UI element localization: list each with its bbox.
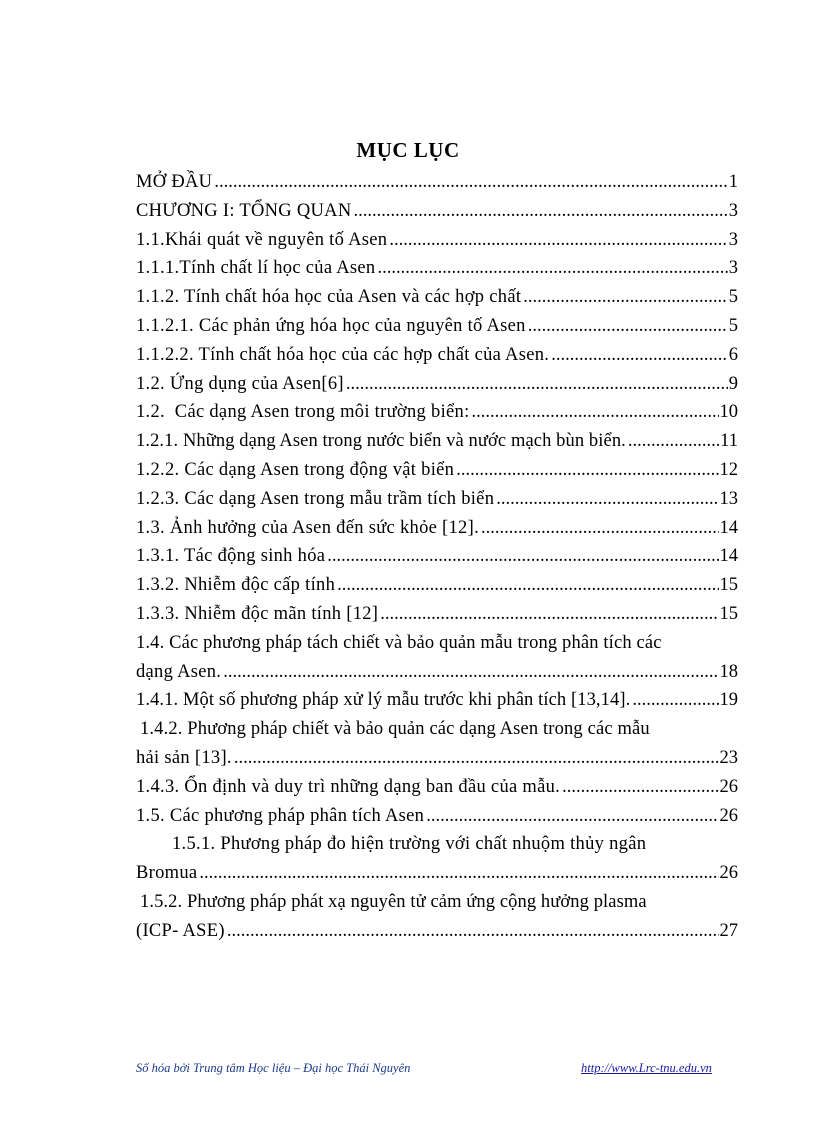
- page-number: 14: [719, 546, 738, 567]
- toc-entry[interactable]: 1.3.2. Nhiễm độc cấp tính ..... 15: [136, 571, 738, 600]
- toc-entry[interactable]: 1.2.2. Các dạng Asen trong động vật biển ..... 12: [136, 456, 738, 485]
- toc-entry-heading[interactable]: 1.5.2. Phương pháp phát xạ nguyên tử cảm ứng cộng hưởng plasma: [140, 891, 647, 912]
- toc-entry[interactable]: 1.2.1. Những dạng Asen trong nước biển và nước mạch bùn biển. ..... 11: [136, 427, 738, 456]
- toc-entry[interactable]: 1.1.1.Tính chất lí học của Asen ..... 3: [136, 254, 738, 283]
- page-number: 26: [719, 805, 738, 826]
- page-number: 13: [719, 488, 738, 509]
- toc-entry[interactable]: 1.2. Các dạng Asen trong môi trường biển: ..... 10: [136, 398, 738, 427]
- toc-entry[interactable]: 1.2. Ứng dụng của Asen[6] ..... 9: [136, 370, 738, 399]
- toc-entry[interactable]: hải sản [13]. ..... 23: [136, 744, 738, 773]
- toc-entry[interactable]: 1.3.1. Tác động sinh hóa ..... 14: [136, 542, 738, 571]
- toc-entry[interactable]: 1.2.3. Các dạng Asen trong mẫu trầm tích biển ..... 13: [136, 485, 738, 514]
- page-number: 23: [719, 747, 738, 768]
- toc-entry[interactable]: 1.4.3. Ổn định và duy trì những dạng ban đầu của mẫu. ..... 26: [136, 773, 738, 802]
- toc-entry[interactable]: 1.5. Các phương pháp phân tích Asen ..... 26: [136, 802, 738, 831]
- page-number: 3: [728, 258, 738, 279]
- page-number: 18: [719, 661, 738, 682]
- page-number: 14: [719, 517, 738, 538]
- toc-entry-heading[interactable]: 1.4. Các phương pháp tách chiết và bảo quản mẫu trong phân tích các: [136, 632, 662, 653]
- toc-entry[interactable]: Bromua ..... 26: [136, 859, 738, 888]
- page-number: 6: [728, 344, 738, 365]
- toc-entry[interactable]: dạng Asen. ..... 18: [136, 658, 738, 687]
- page-number: 3: [728, 229, 738, 250]
- page-number: 27: [719, 920, 738, 941]
- page-number: 9: [728, 373, 738, 394]
- toc-entry[interactable]: 1.1.2.2. Tính chất hóa học của các hợp chất của Asen. ..... 6: [136, 341, 738, 370]
- footer-credit: Số hóa bởi Trung tâm Học liệu – Đại học Thái Nguyên: [136, 1061, 411, 1075]
- toc-entry-heading[interactable]: 1.5.1. Phương pháp đo hiện trường với chất nhuộm thủy ngân: [172, 834, 647, 855]
- page-number: 26: [719, 863, 738, 884]
- table-of-contents: [136, 168, 738, 946]
- footer-link[interactable]: http://www.Lrc-tnu.edu.vn: [581, 1061, 712, 1075]
- page-number: 10: [719, 402, 738, 423]
- toc-entry[interactable]: 1.4.1. Một số phương pháp xử lý mẫu trước khi phân tích [13,14]. ..... 19: [136, 686, 738, 715]
- page-number: 12: [719, 459, 738, 480]
- page-number: 11: [720, 431, 738, 452]
- page-number: 3: [728, 200, 738, 221]
- page-number: 5: [728, 315, 738, 336]
- toc-entry[interactable]: (ICP- ASE) ..... 27: [136, 917, 738, 946]
- page-number: 15: [719, 575, 738, 596]
- toc-entry[interactable]: 1.1.Khái quát về nguyên tố Asen ..... 3: [136, 226, 738, 255]
- toc-entry[interactable]: 1.3.3. Nhiễm độc mãn tính [12] ..... 15: [136, 600, 738, 629]
- page-number: 26: [719, 776, 738, 797]
- page-number: 19: [719, 690, 738, 711]
- toc-entry[interactable]: 1.1.2. Tính chất hóa học của Asen và các hợp chất ..... 5: [136, 283, 738, 312]
- page-title: MỤC LỤC: [356, 138, 460, 162]
- toc-entry[interactable]: 1.3. Ảnh hưởng của Asen đến sức khỏe [12]. ..... 14: [136, 514, 738, 543]
- toc-entry[interactable]: 1.1.2.1. Các phản ứng hóa học của nguyên tố Asen ..... 5: [136, 312, 738, 341]
- toc-entry[interactable]: CHƯƠNG I: TỔNG QUAN ..... 3: [136, 197, 738, 226]
- toc-entry-heading[interactable]: 1.4.2. Phương pháp chiết và bảo quản các dạng Asen trong các mẫu: [140, 719, 650, 740]
- page-number: 1: [728, 172, 738, 192]
- toc-entry[interactable]: MỞ ĐẦU ..... 1: [136, 168, 738, 197]
- page-number: 5: [728, 287, 738, 308]
- page-number: 15: [719, 603, 738, 624]
